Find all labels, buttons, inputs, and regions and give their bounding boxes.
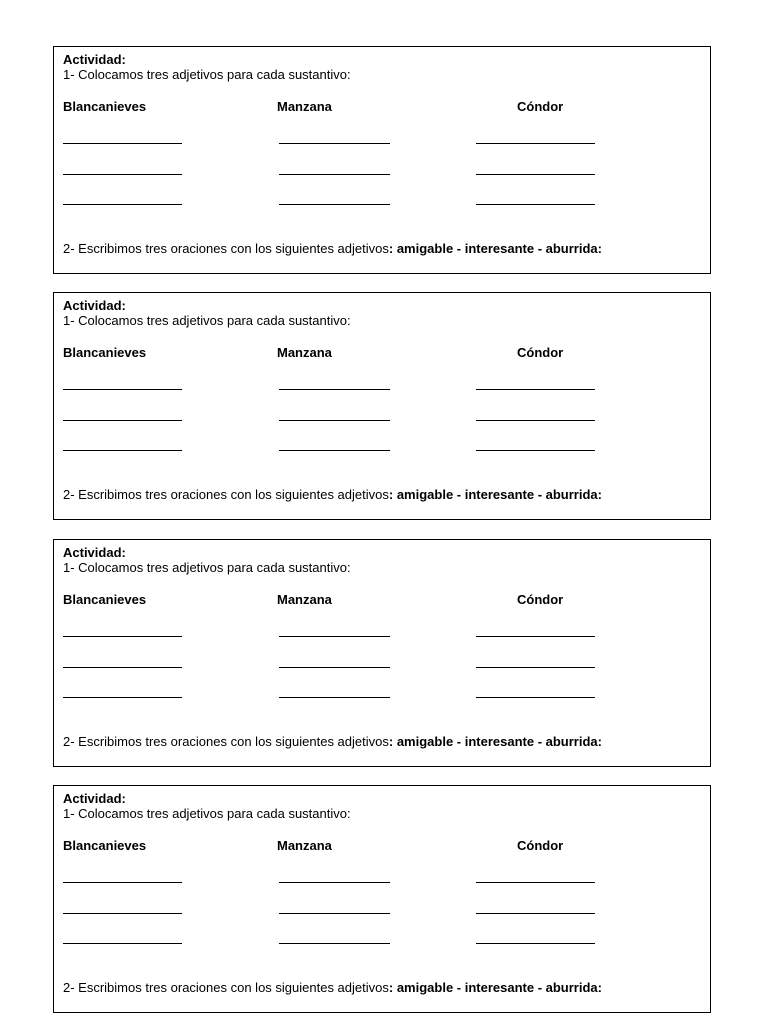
instruction-2-adjectives: : amigable - interesante - aburrida: [388, 487, 602, 502]
answer-line[interactable] [63, 204, 182, 205]
answer-line[interactable] [279, 913, 390, 914]
instruction-2-adjectives: : amigable - interesante - aburrida: [388, 734, 602, 749]
activity-title: Actividad: [63, 298, 126, 313]
answer-line[interactable] [279, 943, 390, 944]
instruction-1: 1- Colocamos tres adjetivos para cada sustantivo: [63, 560, 351, 575]
answer-line[interactable] [476, 389, 595, 390]
answer-line[interactable] [476, 697, 595, 698]
noun-blancanieves: Blancanieves [63, 345, 147, 360]
instruction-2-adjectives: : amigable - interesante - aburrida: [388, 241, 602, 256]
answer-line[interactable] [476, 882, 595, 883]
activity-box [53, 785, 711, 1013]
instruction-1: 1- Colocamos tres adjetivos para cada sustantivo: [63, 806, 351, 821]
answer-line[interactable] [63, 882, 182, 883]
noun-condor: Cóndor [517, 345, 564, 360]
instruction-2-text: 2- Escribimos tres oraciones con los siguientes adjetivos [63, 487, 389, 502]
answer-line[interactable] [279, 667, 390, 668]
answer-line[interactable] [63, 636, 182, 637]
answer-line[interactable] [63, 943, 182, 944]
noun-blancanieves: Blancanieves [63, 99, 147, 114]
answer-line[interactable] [63, 389, 182, 390]
instruction-1: 1- Colocamos tres adjetivos para cada sustantivo: [63, 67, 351, 82]
answer-line[interactable] [63, 667, 182, 668]
instruction-2-text: 2- Escribimos tres oraciones con los siguientes adjetivos [63, 734, 389, 749]
answer-line[interactable] [279, 450, 390, 451]
instruction-2-adjectives: : amigable - interesante - aburrida: [388, 980, 602, 995]
answer-line[interactable] [476, 174, 595, 175]
answer-line[interactable] [63, 174, 182, 175]
answer-line[interactable] [279, 697, 390, 698]
answer-line[interactable] [279, 204, 390, 205]
instruction-1: 1- Colocamos tres adjetivos para cada sustantivo: [63, 313, 351, 328]
instruction-2 [63, 734, 602, 749]
activity-box [53, 292, 711, 520]
answer-line[interactable] [279, 143, 390, 144]
answer-line[interactable] [476, 913, 595, 914]
answer-line[interactable] [476, 943, 595, 944]
activity-box [53, 539, 711, 767]
answer-line[interactable] [63, 450, 182, 451]
answer-line[interactable] [279, 389, 390, 390]
answer-line[interactable] [279, 636, 390, 637]
noun-condor: Cóndor [517, 838, 564, 853]
noun-manzana: Manzana [277, 99, 332, 114]
answer-line[interactable] [476, 636, 595, 637]
answer-line[interactable] [279, 882, 390, 883]
noun-blancanieves: Blancanieves [63, 838, 147, 853]
answer-line[interactable] [63, 913, 182, 914]
activity-title: Actividad: [63, 791, 126, 806]
noun-condor: Cóndor [517, 592, 564, 607]
noun-blancanieves: Blancanieves [63, 592, 147, 607]
answer-line[interactable] [476, 450, 595, 451]
answer-line[interactable] [63, 697, 182, 698]
instruction-2 [63, 241, 602, 256]
answer-line[interactable] [476, 667, 595, 668]
activity-title: Actividad: [63, 52, 126, 67]
activity-title: Actividad: [63, 545, 126, 560]
noun-manzana: Manzana [277, 345, 332, 360]
activity-box [53, 46, 711, 274]
answer-line[interactable] [279, 174, 390, 175]
answer-line[interactable] [63, 420, 182, 421]
noun-manzana: Manzana [277, 838, 332, 853]
answer-line[interactable] [476, 420, 595, 421]
answer-line[interactable] [63, 143, 182, 144]
instruction-2-text: 2- Escribimos tres oraciones con los siguientes adjetivos [63, 241, 389, 256]
noun-condor: Cóndor [517, 99, 564, 114]
instruction-2 [63, 980, 602, 995]
answer-line[interactable] [476, 143, 595, 144]
instruction-2 [63, 487, 602, 502]
answer-line[interactable] [476, 204, 595, 205]
answer-line[interactable] [279, 420, 390, 421]
noun-manzana: Manzana [277, 592, 332, 607]
instruction-2-text: 2- Escribimos tres oraciones con los siguientes adjetivos [63, 980, 389, 995]
